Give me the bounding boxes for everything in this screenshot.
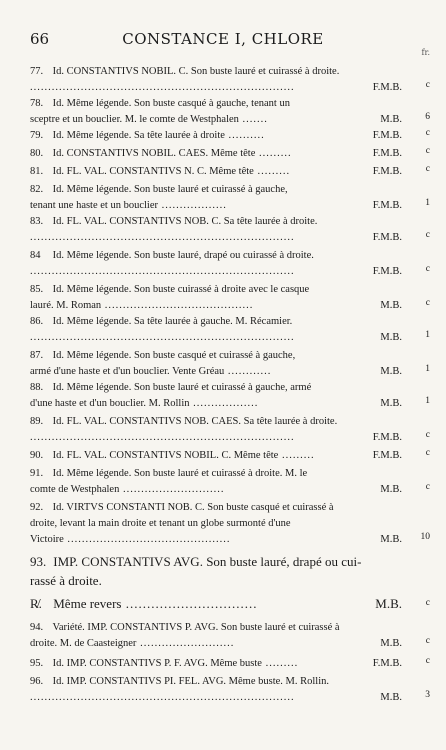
rarity-90: c [425,448,430,458]
rarity-80: c [425,146,430,156]
entry-80: 80. Id. CONSTANTIVS NOBIL. CAES. Même tête ......... F.M.B. [30,148,402,159]
entry-94: 94. Variété. IMP. CONSTANTIVS P. AVG. Son buste lauré et cuirassé à droite. M. de Caasteigner .......................... M.B. [30,622,402,649]
rarity-77: c [425,80,430,90]
column-label: fr. [421,48,430,57]
rarity-87: 1 [425,364,430,374]
entry-95: 95. Id. IMP. CONSTANTIVS P. F. AVG. Même buste ......... F.M.B. [30,658,402,669]
entry-86: 86. Id. Même légende. Sa tête laurée à gauche. M. Récamier. ......................................................................... M.B. [30,316,402,343]
entry-93: 93. IMP. CONSTANTIVS AVG. Son buste lauré, drapé ou cui- rassé à droite. [30,554,362,588]
entry-82: 82. Id. Même légende. Son buste lauré et cuirassé à gauche, tenant une haste et un bouclier .................. F.M.B. [30,184,402,211]
page-title: CONSTANCE I, CHLORE [122,30,324,48]
entry-78: 78. Id. Même légende. Son buste casqué à gauche, tenant un sceptre et un bouclier. M. le comte de Westphalen ....... M.B. [30,98,402,125]
rarity-86: 1 [425,330,430,340]
rarity-84: c [425,264,430,274]
rarity-82: 1 [425,198,430,208]
entry-96: 96. Id. IMP. CONSTANTIVS PI. FEL. AVG. Même buste. M. Rollin. ......................................................................... M.B. [30,676,402,703]
rarity-89: c [425,430,430,440]
entry-79: 79. Id. Même légende. Sa tête laurée à droite .......... F.M.B. [30,130,402,141]
entry-81: 81. Id. FL. VAL. CONSTANTIVS N. C. Même tête ......... F.M.B. [30,166,402,177]
entry-89: 89. Id. FL. VAL. CONSTANTIVS NOB. CAES. Sa tête laurée à droite. ......................................................................... F.M.B. [30,416,402,443]
entry-90: 90. Id. FL. VAL. CONSTANTIVS NOBIL. C. Même tête ......... F.M.B. [30,450,402,461]
entry-91: 91. Id. Même légende. Son buste lauré et cuirassé à droite. M. le comte de Westphalen ............................ M.B. [30,468,402,495]
rarity-92: 10 [420,532,430,542]
rarity-78: 6 [425,112,430,122]
page-header [0,30,446,57]
rarity-91: c [425,482,430,492]
rarity-96: 3 [425,690,430,700]
rarity-85: c [425,298,430,308]
rarity-revers: c [425,598,430,608]
rarity-94: c [425,636,430,646]
rarity-83: c [425,230,430,240]
rarity-88: 1 [425,396,430,406]
entry-77: 77. Id. CONSTANTIVS NOBIL. C. Son buste lauré et cuirassé à droite. ......................................................................... F.M.B. [30,66,402,93]
entry-83: 83. Id. FL. VAL. CONSTANTIVS NOB. C. Sa tête laurée à droite. ......................................................................... F.M.B. [30,216,402,243]
entry-85: 85. Id. Même légende. Son buste cuirassé à droite avec le casque lauré. M. Roman ......................................... M.B. [30,284,402,311]
page-number: 66 [30,30,50,48]
rarity-79: c [425,128,430,138]
entry-revers: R̸. Même revers ............................... M.B. [30,596,402,611]
entry-84: 84 Id. Même légende. Son buste lauré, drapé ou cuirassé à droite. ......................................................................... F.M.B. [30,250,402,277]
entry-92: 92. Id. VIRTVS CONSTANTI NOB. C. Son buste casqué et cuirassé à droite, levant la main droite et tenant un globe surmonté d'une Victoire ............................................. M.B. [30,502,402,545]
rarity-95: c [425,656,430,666]
rarity-81: c [425,164,430,174]
entry-88: 88. Id. Même légende. Son buste lauré et cuirassé à gauche, armé d'une haste et d'un bouclier. M. Rollin .................. M.B. [30,382,402,409]
entry-87: 87. Id. Même légende. Son buste casqué et cuirassé à gauche, armé d'une haste et d'un bouclier. Vente Gréau ............ M.B. [30,350,402,377]
